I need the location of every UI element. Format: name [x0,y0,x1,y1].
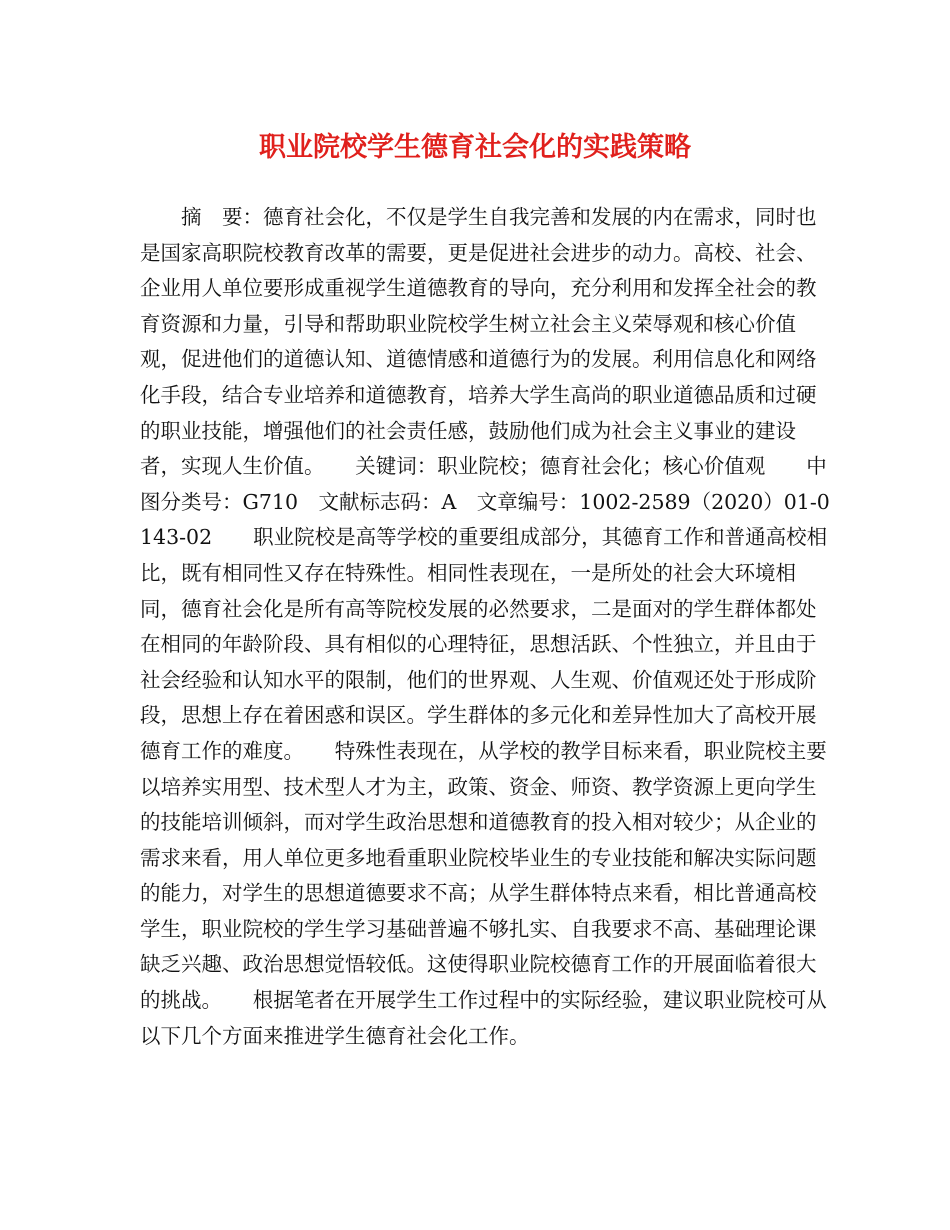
document-title: 职业院校学生德育社会化的实践策略 [259,132,691,163]
document-body: 摘 要：德育社会化，不仅是学生自我完善和发展的内在需求，同时也是国家高职院校教育改革的需要，更是促进社会进步的动力。高校、社会、企业用人单位要形成重视学生道德教育的导向，充分利用和发挥全社会的教育资源和力量，引导和帮助职业院校学生树立社会主义荣辱观和核心价值观，促进他们的道德认知、道德情感和道德行为的发展。利用信息化和网络化手段，结合专业培养和道德教育，培养大学生高尚的职业道德品质和过硬的职业技能，增强他们的社会责任感，鼓励他们成为社会主义事业的建设者，实现人生价值。 关键词：职业院校；德育社会化；核心价值观 中图分类号：G710 文献标志码：A 文章编号：1002-2589（2020）01-0143-02 职业院校是高等学校的重要组成部分，其德育工作和普通高校相比，既有相同性又存在特殊性。相同性表现在，一是所处的社会大环境相同，德育社会化是所有高等院校发展的必然要求，二是面对的学生群体都处在相同的年龄阶段、具有相似的心理特征，思想活跃、个性独立，并且由于社会经验和认知水平的限制，他们的世界观、人生观、价值观还处于形成阶段，思想上存在着困惑和误区。学生群体的多元化和差异性加大了高校开展德育工作的难度。 特殊性表现在，从学校的教学目标来看，职业院校主要以培养实用型、技术型人才为主，政策、资金、师资、教学资源上更向学生的技能培训倾斜，而对学生政治思想和道德教育的投入相对较少；从企业的需求来看，用人单位更多地看重职业院校毕业生的专业技能和解决实际问题的能力，对学生的思想道德要求不高；从学生群体特点来看，相比普通高校学生，职业院校的学生学习基础普遍不够扎实、自我要求不高、基础理论课缺乏兴趣、政治思想觉悟较低。这使得职业院校德育工作的开展面临着很大的挑战。 根据笔者在开展学生工作过程中的实际经验，建议职业院校可从以下几个方面来推进学生德育社会化工作。 [140,205,830,1048]
